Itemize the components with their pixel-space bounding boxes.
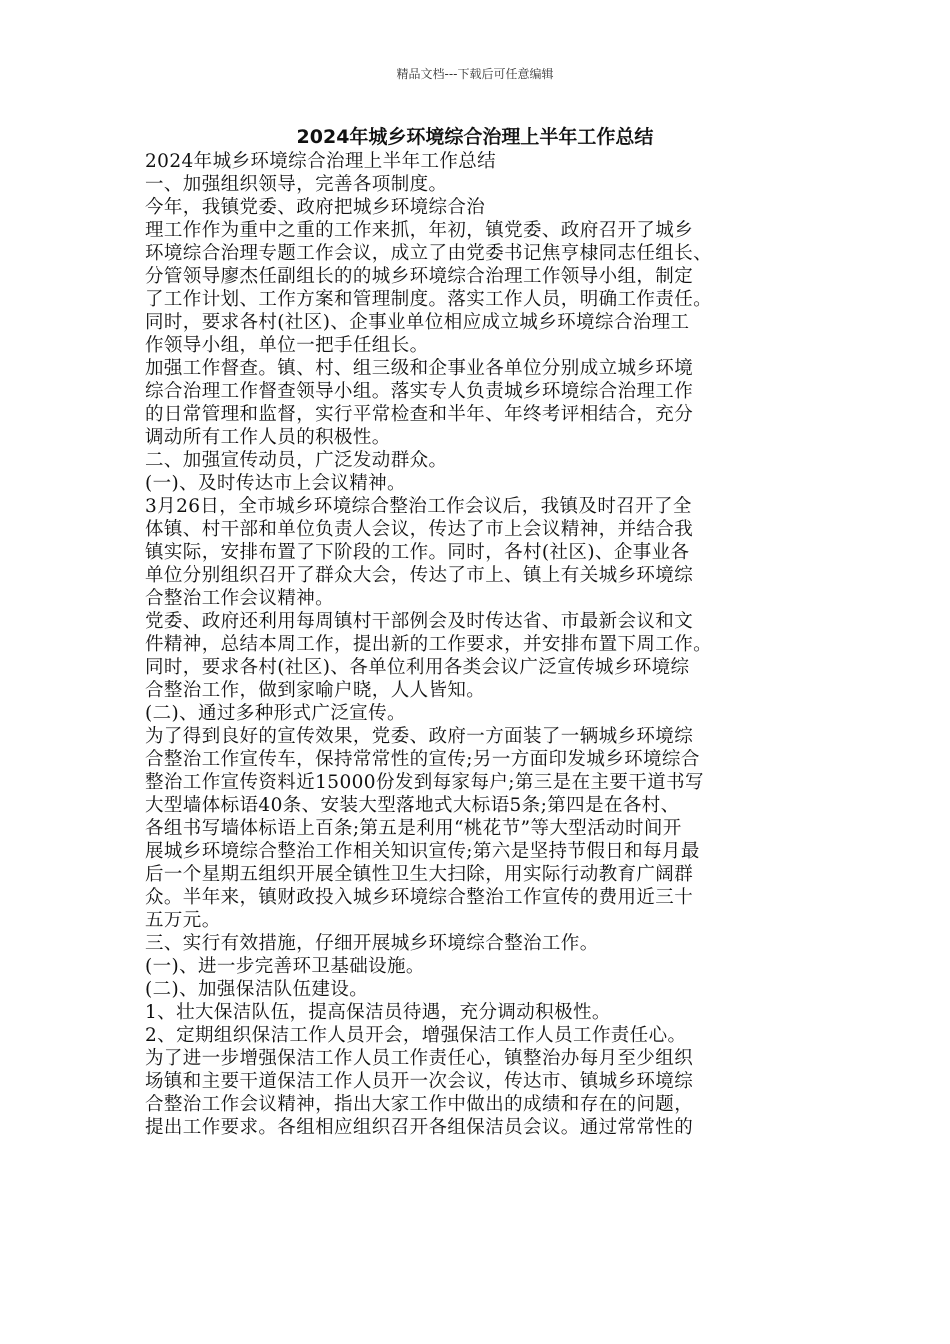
body-line: 的日常管理和监督，实行平常检查和半年、年终考评相结合，充分 [145, 404, 694, 425]
document-title: 2024年城乡环境综合治理上半年工作总结 [296, 126, 654, 148]
body-line: 三、实行有效措施，仔细开展城乡环境综合整治工作。 [145, 933, 599, 954]
body-line: (一)、进一步完善环卫基础设施。 [145, 956, 425, 977]
page-header: 精品文档---下载后可任意编辑 [396, 67, 554, 81]
body-line: 加强工作督查。镇、村、组三级和企事业各单位分别成立城乡环境 [145, 358, 694, 379]
body-line: 理工作作为重中之重的工作来抓，年初，镇党委、政府召开了城乡 [145, 220, 694, 241]
body-line: 今年，我镇党委、政府把城乡环境综合治 [145, 197, 486, 218]
body-line: 件精神，总结本周工作，提出新的工作要求，并安排布置下周工作。 [145, 634, 713, 655]
body-line: 分管领导廖杰任副组长的的城乡环境综合治理工作领导小组，制定 [145, 266, 694, 287]
body-line: 2024年城乡环境综合治理上半年工作总结 [145, 151, 497, 172]
body-line: 为了进一步增强保洁工作人员工作责任心，镇整治办每月至少组织 [145, 1048, 694, 1069]
body-line: 整治工作宣传资料近15000份发到每家每户;第三是在主要干道书写 [145, 772, 704, 793]
body-line: 综合治理工作督查领导小组。落实专人负责城乡环境综合治理工作 [145, 381, 694, 402]
body-line: 同时，要求各村(社区)、各单位利用各类会议广泛宣传城乡环境综 [145, 657, 690, 678]
body-line: 合整治工作会议精神，指出大家工作中做出的成绩和存在的问题， [145, 1094, 694, 1115]
body-line: 场镇和主要干道保洁工作人员开一次会议，传达市、镇城乡环境综 [145, 1071, 694, 1092]
body-line: 1、壮大保洁队伍，提高保洁员待遇，充分调动积极性。 [145, 1002, 611, 1023]
body-line: 调动所有工作人员的积极性。 [145, 427, 391, 448]
body-line: 众。半年来，镇财政投入城乡环境综合整治工作宣传的费用近三十 [145, 887, 694, 908]
document-body [145, 150, 810, 1139]
body-line: (二)、通过多种形式广泛宣传。 [145, 703, 406, 724]
body-line: 二、加强宣传动员，广泛发动群众。 [145, 450, 448, 471]
body-line: (二)、加强保洁队伍建设。 [145, 979, 369, 1000]
body-line: 五万元。 [145, 910, 221, 931]
body-line: 作领导小组，单位一把手任组长。 [145, 335, 429, 356]
body-line: 一、加强组织领导，完善各项制度。 [145, 174, 448, 195]
body-line: 3月26日，全市城乡环境综合整治工作会议后，我镇及时召开了全 [145, 496, 692, 517]
body-line: 镇实际，安排布置了下阶段的工作。同时，各村(社区)、企事业各 [145, 542, 690, 563]
body-line: 合整治工作，做到家喻户晓，人人皆知。 [145, 680, 486, 701]
body-line: 单位分别组织召开了群众大会，传达了市上、镇上有关城乡环境综 [145, 565, 694, 586]
body-line: 后一个星期五组织开展全镇性卫生大扫除，用实际行动教育广阔群 [145, 864, 694, 885]
body-line: 合整治工作宣传车，保持常常性的宣传;另一方面印发城乡环境综合 [145, 749, 700, 770]
body-line: 党委、政府还利用每周镇村干部例会及时传达省、市最新会议和文 [145, 611, 694, 632]
body-line: 各组书写墙体标语上百条;第五是利用“桃花节”等大型活动时间开 [145, 818, 682, 839]
body-line: 合整治工作会议精神。 [145, 588, 335, 609]
body-line: 为了得到良好的宣传效果，党委、政府一方面装了一辆城乡环境综 [145, 726, 694, 747]
body-line: 提出工作要求。各组相应组织召开各组保洁员会议。通过常常性的 [145, 1117, 694, 1138]
body-line: (一)、及时传达市上会议精神。 [145, 473, 406, 494]
body-line: 2、定期组织保洁工作人员开会，增强保洁工作人员工作责任心。 [145, 1025, 687, 1046]
body-line: 了工作计划、工作方案和管理制度。落实工作人员，明确工作责任。 [145, 289, 713, 310]
body-line: 体镇、村干部和单位负责人会议，传达了市上会议精神，并结合我 [145, 519, 694, 540]
body-line: 同时，要求各村(社区)、企事业单位相应成立城乡环境综合治理工 [145, 312, 690, 333]
body-line: 环境综合治理专题工作会议，成立了由党委书记焦亨棣同志任组长、 [145, 243, 713, 264]
body-line: 大型墙体标语40条、安装大型落地式大标语5条;第四是在各村、 [145, 795, 680, 816]
body-line: 展城乡环境综合整治工作相关知识宣传;第六是坚持节假日和每月最 [145, 841, 700, 862]
